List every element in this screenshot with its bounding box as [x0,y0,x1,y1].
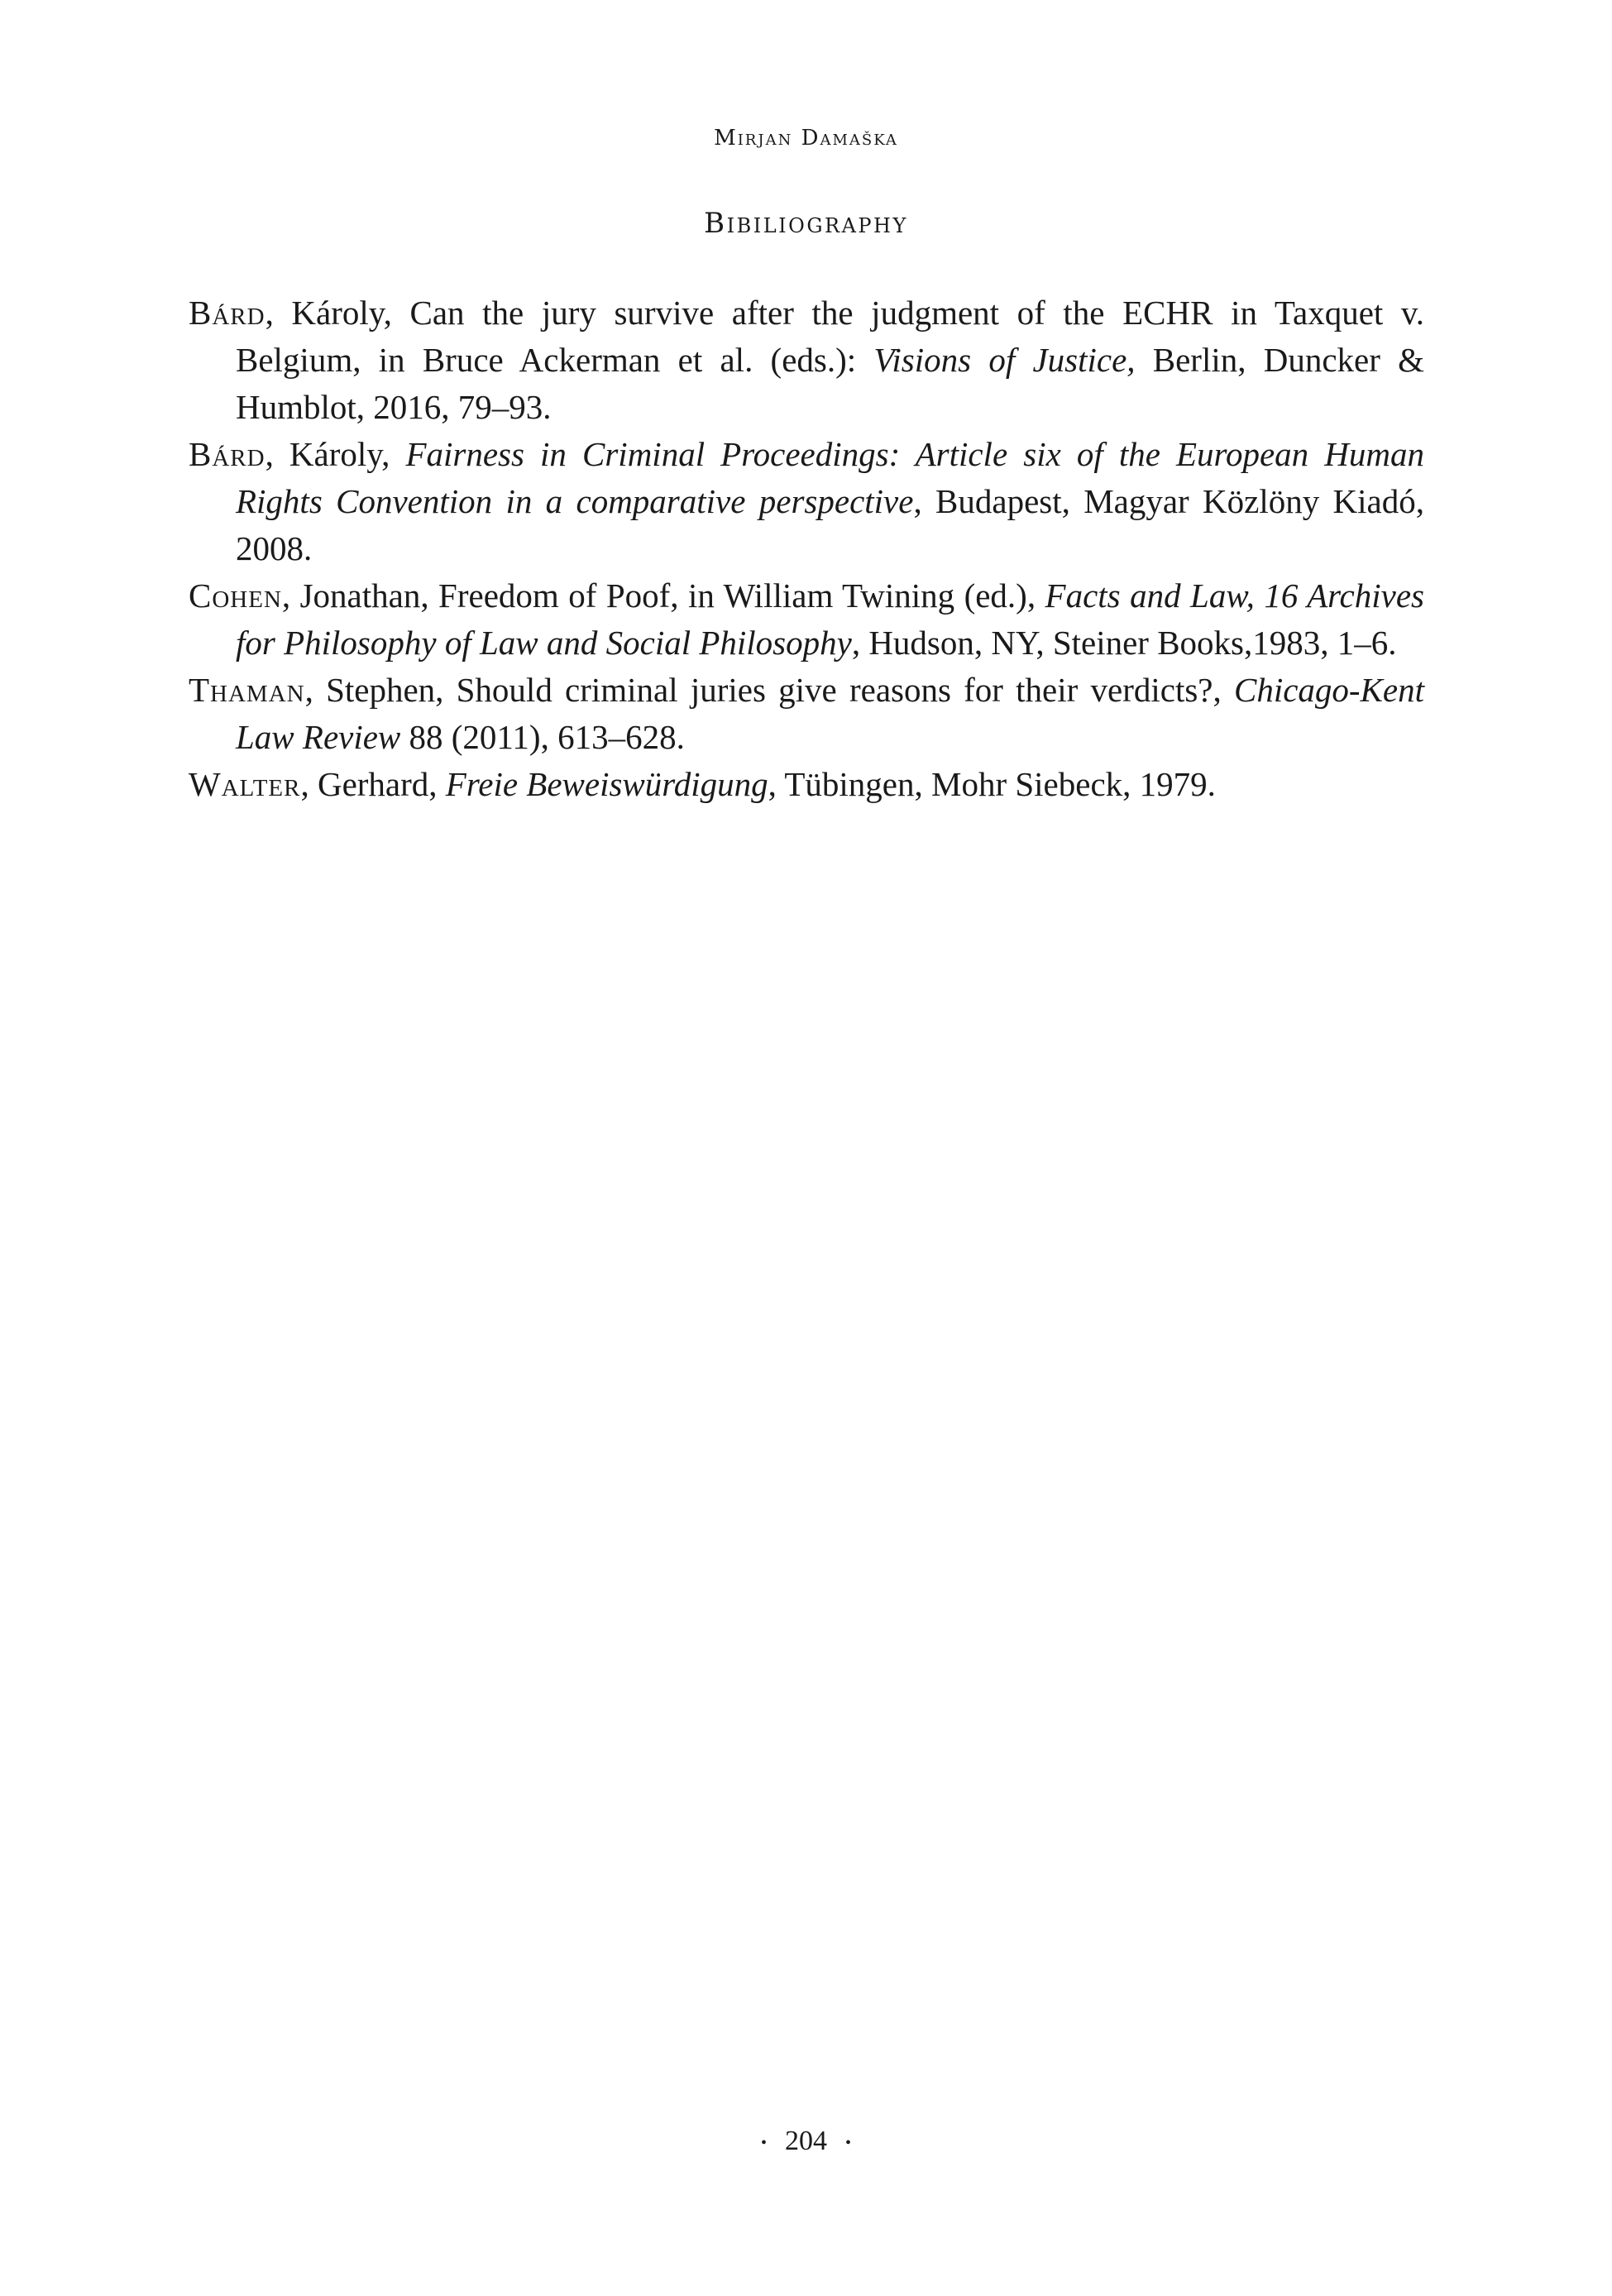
bibliography-entry [189,667,1424,761]
entry-text: , Hudson, NY, Steiner Books,1983, 1–6. [851,624,1397,662]
entry-author: Bárd [189,435,265,473]
page-footer [0,2126,1612,2157]
bibliography-entry [189,289,1424,431]
bullet-icon: • [845,2133,852,2152]
entry-author: Thaman [189,671,305,709]
entry-author: Bárd [189,294,265,332]
entry-text: , Jonathan, Freedom of Poof, in William Twining (ed.), [281,576,1045,615]
entry-title: Chicago-Kent Law Review [236,671,1424,756]
entry-text: , Budapest, Magyar Közlöny Kiadó, 2008. [236,482,1424,567]
bibliography-list [189,289,1424,808]
entry-text: , Gerhard, [300,765,446,803]
entry-title: Visions of Justice, [873,341,1136,379]
entry-text: , Stephen, Should criminal juries give reasons for their verdicts?, [304,671,1234,709]
entry-title: Freie Beweiswürdigung [445,765,768,803]
entry-title: Facts and Law, 16 Archives for Philosophy of Law and Social Philosophy [236,576,1424,662]
entry-text: , Károly, [265,435,406,473]
entry-text: , Tübingen, Mohr Siebeck, 1979. [768,765,1216,803]
entry-text: Berlin, Duncker & Humblot, 2016, 79–93. [236,341,1425,426]
entry-text: , Károly, Can the jury survive after the judgment of the ECHR in Taxquet v. Belgium, in Bruce Ackerman et al. (eds.): [236,294,1424,379]
bibliography-entry [189,431,1424,572]
bibliography-entry [189,761,1424,808]
page-number: 204 [785,2126,827,2156]
entry-author: Cohen [189,576,282,615]
section-title: Bibiliography [704,207,908,240]
entry-text: 88 (2011), 613–628. [400,718,685,756]
bibliography-entry [189,572,1424,667]
entry-author: Walter [189,765,301,803]
entry-title: Fairness in Criminal Proceedings: Article six of the European Human Rights Convention in a comparative perspective [236,435,1424,520]
running-head: Mirjan Damaška [714,126,898,151]
bullet-icon: • [760,2133,767,2152]
